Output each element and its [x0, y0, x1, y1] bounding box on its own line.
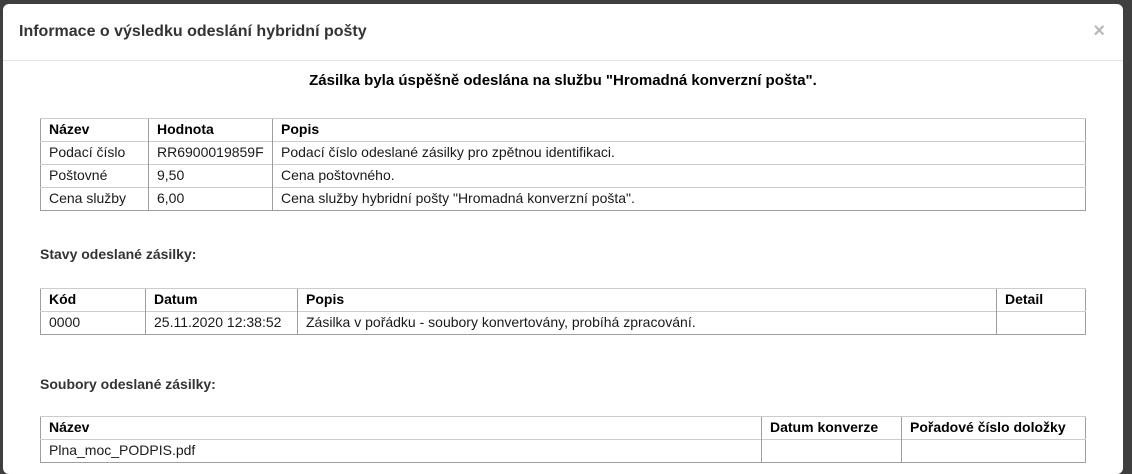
- table-cell: 9,50: [149, 165, 273, 188]
- states-table: [40, 288, 1086, 335]
- table-cell: 25.11.2020 12:38:52: [146, 312, 298, 335]
- table-cell: Cena služby hybridní pošty "Hromadná konverzní pošta".: [273, 188, 1086, 211]
- success-message: Zásilka byla úspěšně odeslána na službu "Hromadná konverzní pošta".: [309, 72, 817, 89]
- files-table: [40, 416, 1086, 463]
- table-cell: Podací číslo odeslané zásilky pro zpětnou identifikaci.: [273, 142, 1086, 165]
- table-row: [41, 165, 1086, 188]
- table-row: [41, 188, 1086, 211]
- column-header-popis: Popis: [273, 119, 1086, 142]
- table-header-row: [41, 417, 1086, 440]
- info-table: [40, 118, 1086, 211]
- dialog-title: Informace o výsledku odeslání hybridní pošty: [19, 23, 367, 40]
- column-header-popis: Popis: [298, 289, 997, 312]
- table-cell: [762, 440, 902, 463]
- column-header-nazev: Název: [41, 417, 762, 440]
- close-icon[interactable]: ×: [1093, 20, 1105, 42]
- table-row: [41, 440, 1086, 463]
- table-row: [41, 312, 1086, 335]
- table-cell: [997, 312, 1086, 335]
- table-cell: Poštovné: [41, 165, 149, 188]
- column-header-kod: Kód: [41, 289, 146, 312]
- hybrid-mail-result-dialog: [3, 4, 1123, 474]
- table-cell: 6,00: [149, 188, 273, 211]
- column-header-detail: Detail: [997, 289, 1086, 312]
- table-header-row: [41, 119, 1086, 142]
- column-header-datum: Datum: [146, 289, 298, 312]
- dialog-body: [3, 61, 1123, 463]
- column-header-datum-konverze: Datum konverze: [762, 417, 902, 440]
- table-header-row: [41, 289, 1086, 312]
- table-cell: Cena poštovného.: [273, 165, 1086, 188]
- table-row: [41, 142, 1086, 165]
- table-cell: 0000: [41, 312, 146, 335]
- states-section-label: Stavy odeslané zásilky:: [40, 246, 197, 262]
- files-section-label: Soubory odeslané zásilky:: [40, 376, 216, 392]
- table-cell: RR6900019859F: [149, 142, 273, 165]
- column-header-nazev: Název: [41, 119, 149, 142]
- table-cell: [902, 440, 1086, 463]
- table-cell: Podací číslo: [41, 142, 149, 165]
- dialog-header: [3, 4, 1123, 61]
- table-cell: Cena služby: [41, 188, 149, 211]
- column-header-poradove-cislo: Pořadové číslo doložky: [902, 417, 1086, 440]
- column-header-hodnota: Hodnota: [149, 119, 273, 142]
- table-cell: Plna_moc_PODPIS.pdf: [41, 440, 762, 463]
- table-cell: Zásilka v pořádku - soubory konvertovány, probíhá zpracování.: [298, 312, 997, 335]
